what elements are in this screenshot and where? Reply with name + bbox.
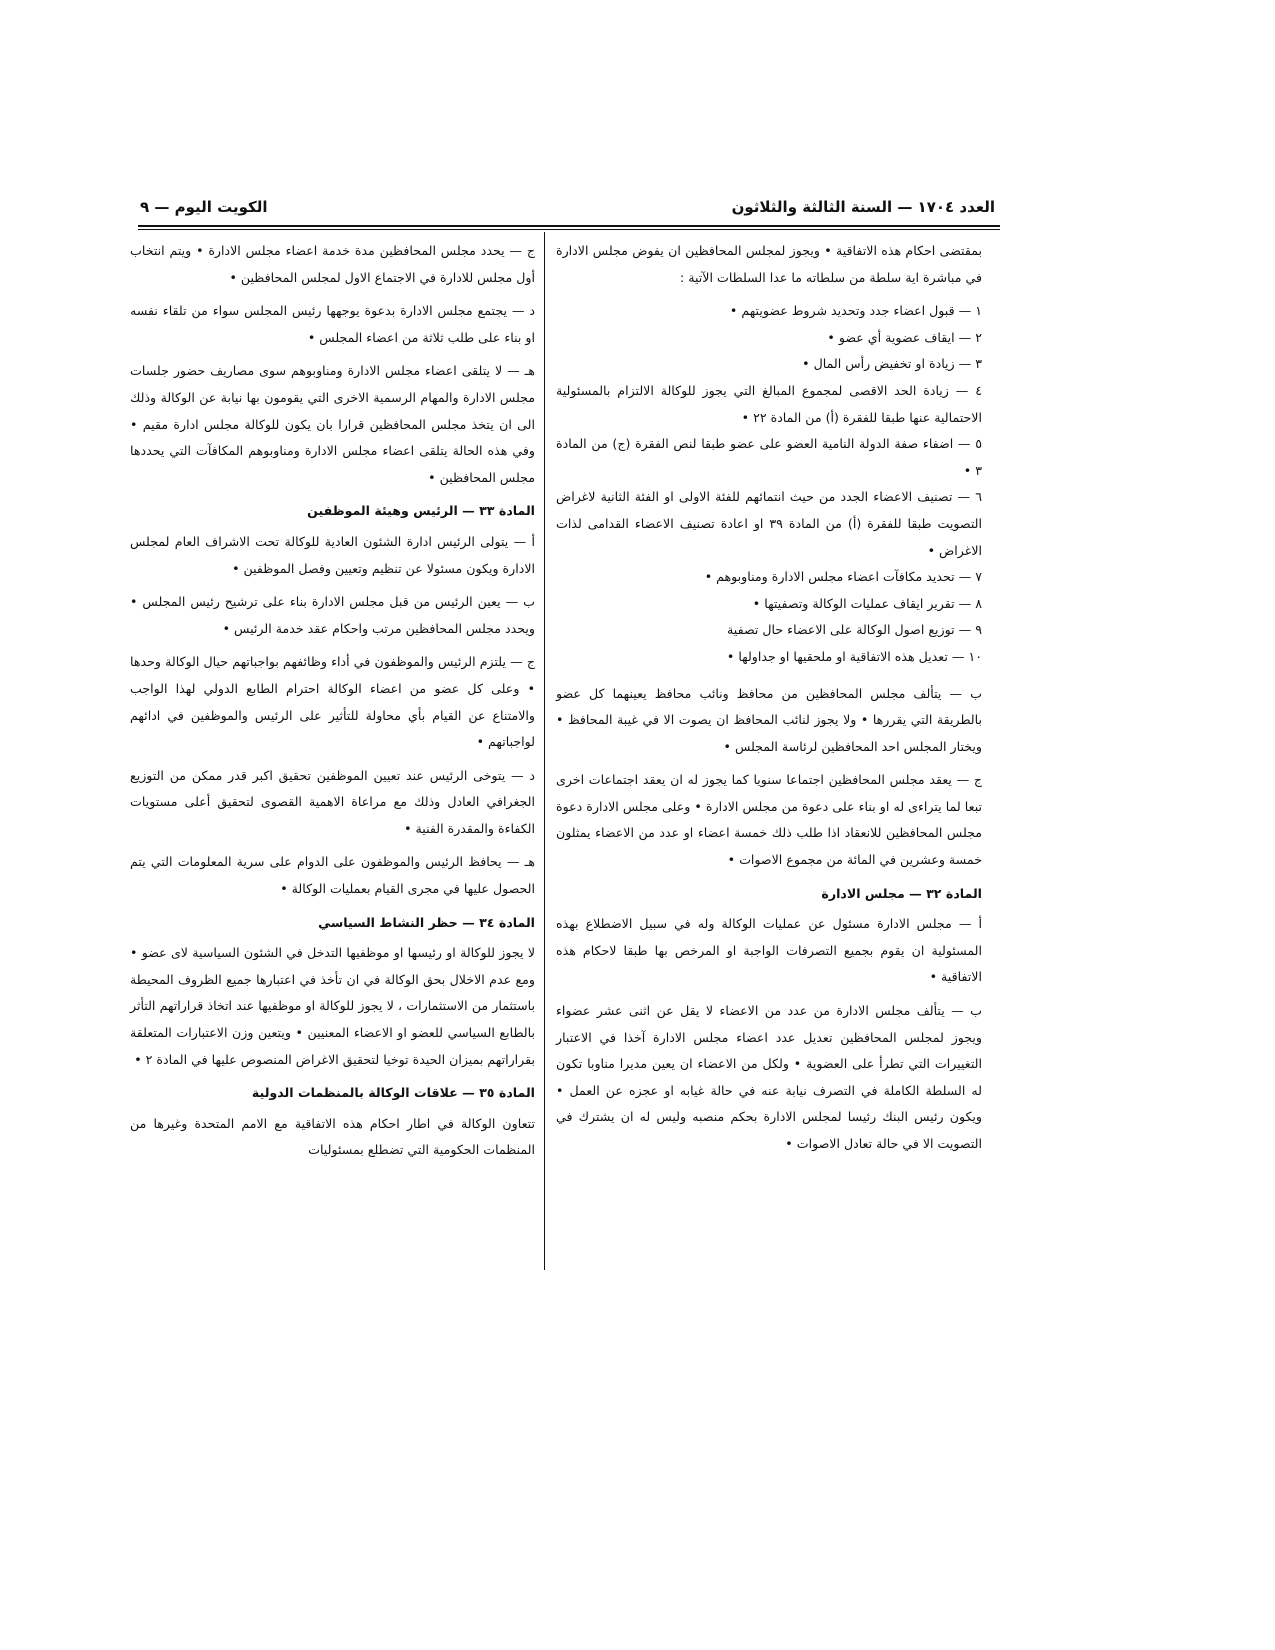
issue-line: العدد ١٧٠٤ — السنة الثالثة والثلاثون [731,198,995,216]
article-35-text: تتعاون الوكالة في اطار احكام هذه الاتفاقية مع الامم المتحدة وغيرها من المنظمات الحكومية التي تضطلع بمسئوليات [130,1115,535,1158]
paragraph-b: ب — يتألف مجلس المحافظين من محافظ ونائب محافظ يعينهما كل عضو بالطريقة التي يقررها • ولا يجوز لنائب المحافظ ان يصوت الا في غيبة المحافظ • ويختار المجلس احد المحافظين لرئاسة المجلس • [556,685,982,754]
list-item: ٩ — توزيع اصول الوكالة على الاعضاء حال تصفية [727,622,982,638]
article-34-text: لا يجوز للوكالة او رئيسها او موظفيها التدخل في الشئون السياسية لاى عضو • ومع عدم الاخلال بحق الوكالة في ان تأخذ في اعتبارها جميع الظروف المحيطة باستثمار من الاستثمارات ، لا يجوز للوكالة او موظفيها عند اتخاذ قراراتهم التأثر بالطابع السياسي للعضو او الاعضاء المعنيين • ويتعين وزن الاعتبارات المتعلقة بقراراتهم بميزان الحيدة توخيا لتحقيق الاغراض المنصوص عليها في المادة ٢ • [130,945,535,1067]
list-item: ٧ — تحديد مكافآت اعضاء مجلس الادارة ومناوبوهم • [704,569,982,585]
header-rule [138,225,1000,227]
paragraph-c: ج — يعقد مجلس المحافظين اجتماعا سنويا كما يجوز له ان يعقد اجتماعات اخرى تبعا لما يتراءى له او بناء على دعوة من مجلس الادارة • وعلى مجلس الادارة دعوة مجلس المحافظين للانعقاد اذا طلب ذلك خمسة اعضاء او عدد من الاعضاء يمثلون خمسة وعشرين في المائة من مجموع الاصوات • [556,772,982,868]
intro-paragraph: بمقتضى احكام هذه الاتفاقية • ويجوز لمجلس المحافظين ان يفوض مجلس الادارة في مباشرة اية سلطة من سلطاته ما عدا السلطات الآتية : [556,243,982,285]
article-32-a: أ — مجلس الادارة مسئول عن عمليات الوكالة وله في سبيل الاضطلاع بهذه المسئولية ان يقوم بجميع التصرفات الواجبة او المرخص بها طبقا لاحكام هذه الاتفاقية • [556,916,982,985]
left-column [130,238,535,1171]
list-item: ٤ — زيادة الحد الاقصى لمجموع المبالغ التي يجوز للوكالة الالتزام بالمسئولية الاحتمالية عنها طبقا للفقرة (أ) من المادة ٢٢ • [556,382,982,425]
article-33-e: هـ — يحافظ الرئيس والموظفون على الدوام على سرية المعلومات التي يتم الحصول عليها في مجرى القيام بعمليات الوكالة • [130,854,535,897]
article-32-heading: المادة ٣٢ — مجلس الادارة [821,885,982,901]
list-item: ٢ — ايقاف عضوية أي عضو • [827,329,982,345]
article-35-heading: المادة ٣٥ — علاقات الوكالة بالمنظمات الدولية [251,1085,535,1101]
article-32-e: هـ — لا يتلقى اعضاء مجلس الادارة ومناوبوهم سوى مصاريف حضور جلسات مجلس الادارة والمهام الرسمية الاخرى التي يقومون بها نيابة عن الوكالة وذلك الى ان يتخذ مجلس المحافظين قرارا بان يكون للوكالة مجلس ادارة مقيم • وفي هذه الحالة يتلقى اعضاء مجلس الادارة ومناوبوهم المكافآت التي يحددها مجلس المحافظين • [130,363,535,485]
column-divider [544,232,545,1270]
article-33-a: أ — يتولى الرئيس ادارة الشئون العادية للوكالة تحت الاشراف العام لمجلس الادارة ويكون مسئولا عن تنظيم وتعيين وفصل الموظفين • [130,533,535,576]
article-32-d: د — يجتمع مجلس الادارة بدعوة يوجهها رئيس المجلس سواء من تلقاء نفسه او بناء على طلب ثلاثة من اعضاء المجلس • [130,303,535,345]
article-32-c: ج — يحدد مجلس المحافظين مدة خدمة اعضاء مجلس الادارة • ويتم انتخاب أول مجلس للادارة في الاجتماع الاول لمجلس المحافظين • [130,243,535,285]
article-33-c: ج — يلتزم الرئيس والموظفون في أداء وظائفهم بواجباتهم حيال الوكالة وحدها • وعلى كل عضو من اعضاء الوكالة احترام الطابع الدولي لهذا الواجب والامتناع عن القيام بأي محاولة للتأثير على الرئيس والموظفين في ادائهم لواجباتهم • [130,654,535,750]
list-item: ٦ — تصنيف الاعضاء الجدد من حيث انتمائهم للفئة الاولى او الفئة الثانية لاغراض التصويت طبقا للفقرة (أ) من المادة ٣٩ او اعادة تصنيف الاعضاء القدامى لذات الاغراض • [556,489,982,558]
article-32-b: ب — يتألف مجلس الادارة من عدد من الاعضاء لا يقل عن اثنى عشر عضواء ويجوز لمجلس المحافظين تعديل عدد اعضاء مجلس الادارة آخذا في الاعتبار التغييرات التي تطرأ على العضوية • ولكل من الاعضاء ان يعين مديرا مناوبا تكون له السلطة الكاملة في التصرف نيابة عنه في حالة غيابه او عجزه عن العمل • ويكون رئيس البنك رئيسا لمجلس الادارة بحكم منصبه وليس له ان يشترك في التصويت الا في حالة تعادل الاصوات • [556,1003,982,1151]
right-column [556,238,982,1165]
header-rule-thin [138,229,1000,230]
article-33-b: ب — يعين الرئيس من قبل مجلس الادارة بناء على ترشيح رئيس المجلس • ويحدد مجلس المحافظين مرتب واحكام عقد خدمة الرئيس • [130,594,535,636]
list-item: ٥ — اضفاء صفة الدولة النامية العضو على عضو طبقا لنص الفقرة (ج) من المادة ٣ • [556,436,982,478]
article-34-heading: المادة ٣٤ — حظر النشاط السياسي [318,914,535,930]
article-33-heading: المادة ٣٣ — الرئيس وهيئة الموظفين [307,503,535,519]
article-33-d: د — يتوخى الرئيس عند تعيين الموظفين تحقيق اكبر قدر ممكن من التوزيع الجغرافي العادل وذلك مع مراعاة الاهمية القصوى لتحقيق أعلى مستويات الكفاءة والمقدرة الفنية • [130,767,535,836]
list-item: ١٠ — تعديل هذه الاتفاقية او ملحقيها او جداولها • [726,648,982,664]
list-item: ٣ — زيادة او تخفيض رأس المال • [802,356,982,372]
list-item: ١ — قبول اعضاء جدد وتحديد شروط عضويتهم • [729,303,982,319]
list-item: ٨ — تقرير ايقاف عمليات الوكالة وتصفيتها • [752,595,982,611]
gazette-title-page-number: الكويت اليوم — ٩ [140,198,268,216]
page-header [140,198,995,220]
